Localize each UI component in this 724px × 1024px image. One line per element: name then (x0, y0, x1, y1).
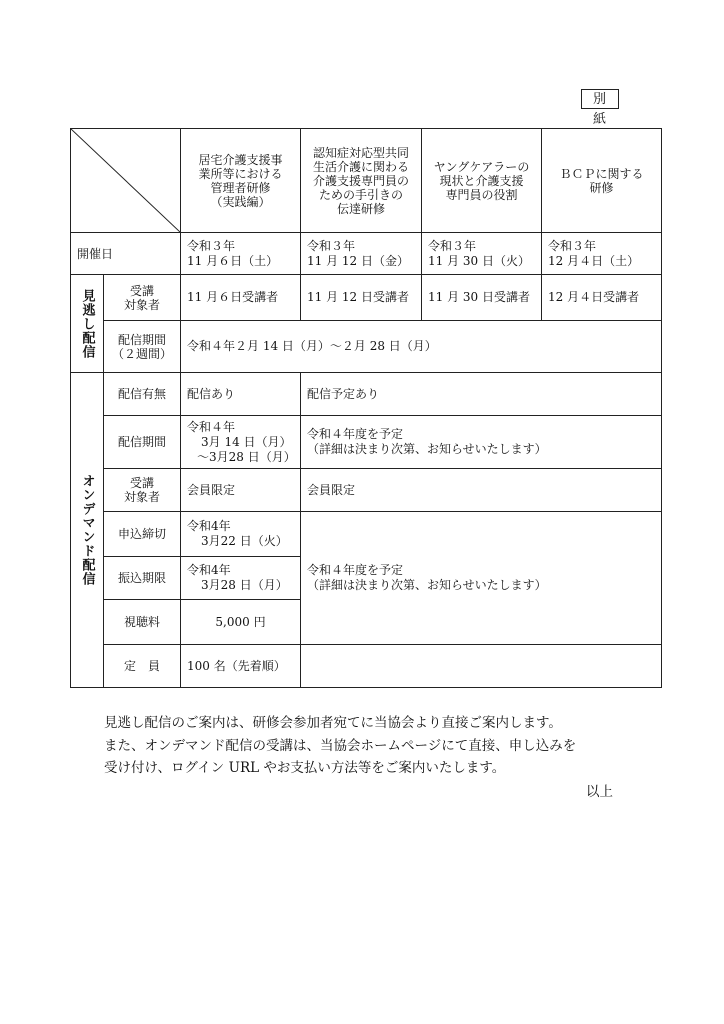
header-corner-cell (71, 129, 181, 233)
ondemand-jukou-other: 会員限定 (301, 469, 662, 512)
header-course-1: 居宅介護支援事 業所等における 管理者研修 （実践編） (181, 129, 301, 233)
kaisai-label: 開催日 (71, 233, 181, 275)
ondemand-deadline-value: 令和4年 3月22 日（火） (181, 512, 301, 557)
ondemand-capacity-value: 100 名（先着順） (181, 645, 301, 688)
minogashi-jukou-3: 11 月 30 日受講者 (422, 275, 542, 321)
ondemand-period-label: 配信期間 (104, 416, 181, 469)
ondemand-later-other: 令和４年度を予定 （詳細は決まり次第、お知らせいたします） (301, 512, 662, 645)
footer-line-3: 受け付け、ログイン URL やお支払い方法等をご案内いたします。 (104, 760, 506, 776)
ondemand-period-value: 令和４年 3月 14 日（月） ～3月28 日（月） (181, 416, 301, 469)
ondemand-deadline-label: 申込締切 (104, 512, 181, 557)
ondemand-umu-value: 配信あり (181, 373, 301, 416)
ondemand-fee-label: 視聴料 (104, 600, 181, 645)
footer-notes (104, 712, 664, 780)
kaisai-date-1: 令和３年 11 月６日（土） (181, 233, 301, 275)
schedule-table (70, 128, 662, 688)
ondemand-furikomi-label: 振込期限 (104, 557, 181, 600)
ondemand-capacity-label: 定 員 (104, 645, 181, 688)
ondemand-jukou-value: 会員限定 (181, 469, 301, 512)
header-course-3: ヤングケアラーの 現状と介護支援 専門員の役割 (422, 129, 542, 233)
closing-word: 以上 (586, 784, 613, 800)
minogashi-period-value: 令和４年２月 14 日（月）～２月 28 日（月） (181, 321, 662, 373)
minogashi-period-label: 配信期間 （２週間） (104, 321, 181, 373)
footer-line-2: また、オンデマンド配信の受講は、当協会ホームページにて直接、申し込みを (104, 737, 577, 754)
header-course-2: 認知症対応型共同 生活介護に関わる 介護支援専門員の ための手引きの 伝達研修 (301, 129, 422, 233)
kaisai-date-3: 令和３年 11 月 30 日（火） (422, 233, 542, 275)
ondemand-umu-label: 配信有無 (104, 373, 181, 416)
minogashi-jukou-1: 11 月６日受講者 (181, 275, 301, 321)
minogashi-jukou-2: 11 月 12 日受講者 (301, 275, 422, 321)
kaisai-date-2: 令和３年 11 月 12 日（金） (301, 233, 422, 275)
ondemand-umu-other: 配信予定あり (301, 373, 662, 416)
diagonal-line (71, 129, 180, 232)
minogashi-section-label: 見逃し配信 (71, 275, 104, 373)
footer-line-1: 見逃し配信のご案内は、研修会参加者宛てに当協会より直接ご案内します。 (104, 715, 562, 731)
header-course-4: ＢＣＰに関する 研修 (542, 129, 662, 233)
ondemand-furikomi-value: 令和4年 3月28 日（月） (181, 557, 301, 600)
ondemand-jukou-label: 受講 対象者 (104, 469, 181, 512)
attachment-label: 別紙 (581, 89, 619, 109)
minogashi-jukou-4: 12 月４日受講者 (542, 275, 662, 321)
ondemand-period-other: 令和４年度を予定 （詳細は決まり次第、お知らせいたします） (301, 416, 662, 469)
kaisai-date-4: 令和３年 12 月４日（土） (542, 233, 662, 275)
minogashi-jukou-label: 受講 対象者 (104, 275, 181, 321)
ondemand-section-label: オンデマンド配信 (71, 373, 104, 688)
ondemand-fee-value: 5,000 円 (181, 600, 301, 645)
ondemand-capacity-other (301, 645, 662, 688)
